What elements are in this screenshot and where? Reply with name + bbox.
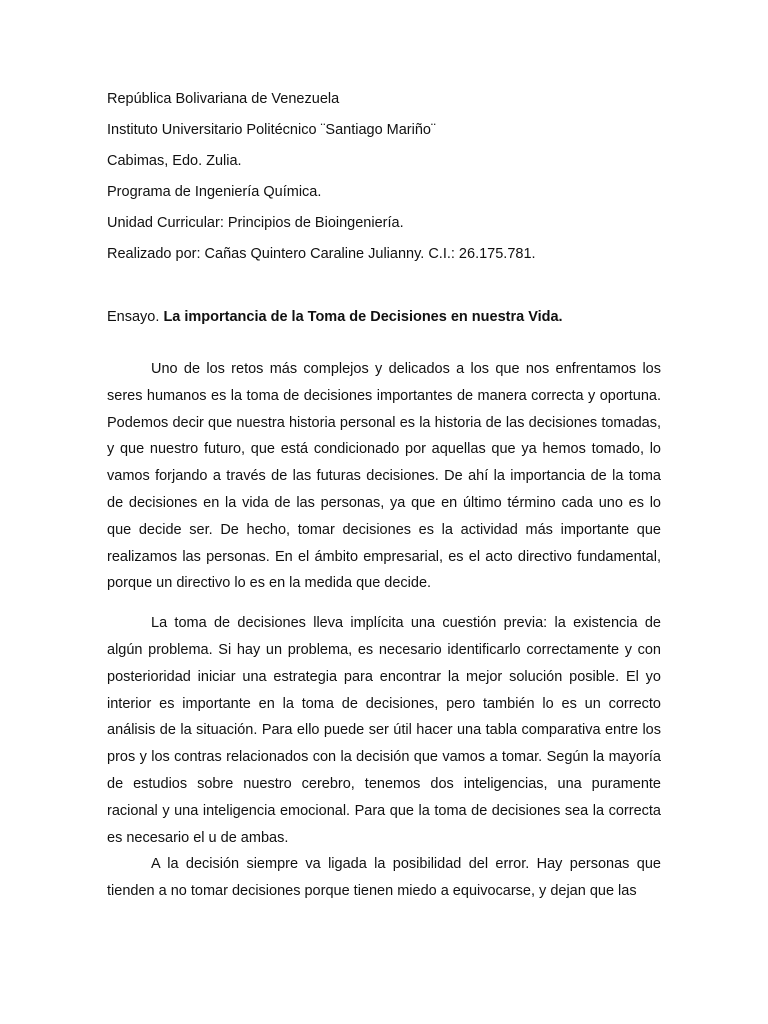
essay-label: Ensayo.: [107, 309, 160, 325]
paragraph-1: Uno de los retos más complejos y delicados a los que nos enfrentamos los seres humanos es la toma de decisiones importantes de manera correcta y oportuna. Podemos decir que nuestra historia personal es la historia de las decisiones tomadas, y que nuestro futuro, que está condicionado por aquellas que ya hemos tomado, lo vamos forjando a través de las futuras decisiones. De ahí la importancia de la toma de decisiones en la vida de las personas, ya que en último término cada uno es lo que decide ser. De hecho, tomar decisiones es la actividad más importante que realizamos las personas. En el ámbito empresarial, es el acto directivo fundamental, porque un directivo lo es en la medida que decide.: [107, 361, 661, 592]
document-header: [107, 89, 667, 275]
header-program: Programa de Ingeniería Química.: [107, 184, 322, 200]
essay-body: [107, 356, 661, 905]
paragraph-2: La toma de decisiones lleva implícita una cuestión previa: la existencia de algún problema. Si hay un problema, es necesario identificarlo correctamente y con posterioridad iniciar una estrategia para encontrar la mejor solución posible. El yo interior es importante en la toma de decisiones, pero también lo es un correcto análisis de la situación. Para ello puede ser útil hacer una tabla comparativa entre los pros y los contras relacionados con la decisión que vamos a tomar. Según la mayoría de estudios sobre nuestro cerebro, tenemos dos inteligencias, una puramente racional y una inteligencia emocional. Para que la toma de decisiones sea la correcta es necesario el u de ambas.: [107, 615, 661, 846]
header-course: Unidad Curricular: Principios de Bioingeniería.: [107, 215, 404, 231]
header-author: Realizado por: Cañas Quintero Caraline Julianny. C.I.: 26.175.781.: [107, 246, 536, 262]
header-location: Cabimas, Edo. Zulia.: [107, 153, 242, 169]
header-institute: Instituto Universitario Politécnico ¨Santiago Mariño¨: [107, 122, 436, 138]
essay-title-line: [107, 307, 563, 327]
essay-title: La importancia de la Toma de Decisiones en nuestra Vida.: [163, 309, 563, 325]
paragraph-3: A la decisión siempre va ligada la posibilidad del error. Hay personas que tienden a no tomar decisiones porque tienen miedo a equivocarse, y dejan que las: [107, 856, 661, 900]
header-country: República Bolivariana de Venezuela: [107, 91, 340, 107]
